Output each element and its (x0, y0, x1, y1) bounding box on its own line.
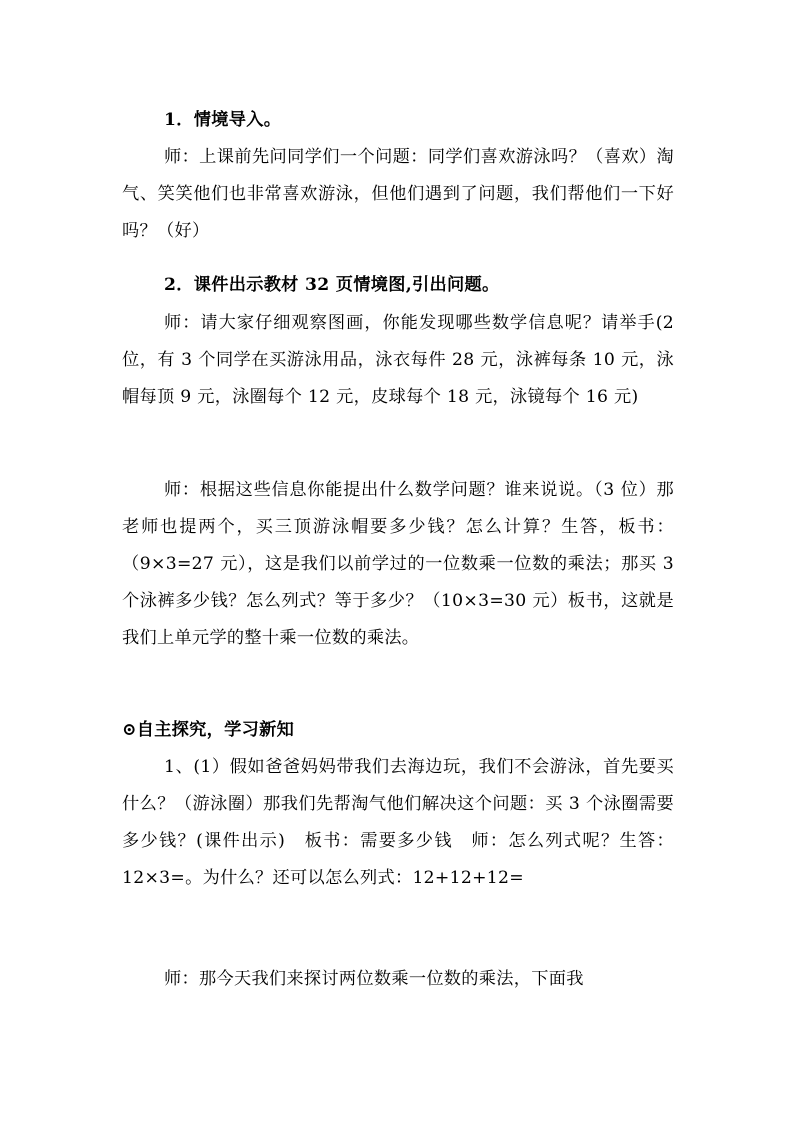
paragraph-intro-question: 师：上课前先问同学们一个问题：同学们喜欢游泳吗？（喜欢）淘气、笑笑他们也非常喜欢游泳，但他们遇到了问题，我们帮他们一下好吗？（好） (122, 147, 674, 241)
paragraph-teacher-questions: 师：根据这些信息你能提出什么数学问题？谁来说说。（3 位）那老师也提两个，买三顶游泳帽要多少钱？怎么计算？生答，板书：（9×3=27 元），这是我们以前学过的一位数乘一位数的乘法；那买 3 个泳裤多少钱？怎么列式？等于多少？（10×3=30 元）板书，这就是我们上单元学的整十乘一位数的乘法。 (122, 480, 674, 648)
paragraph-continuation: 师：那今天我们来探讨两位数乘一位数的乘法，下面我 (164, 969, 584, 989)
section-heading-explore: ⊙自主探究，学习新知 (122, 720, 295, 740)
paragraph-swim-ring-problem: 1、(1）假如爸爸妈妈带我们去海边玩，我们不会游泳，首先要买什么？（游泳圈）那我们先帮淘气他们解决这个问题：买 3 个泳圈需要多少钱？(课件出示) 板书：需要多少钱 师：怎么列式呢？生答：12×3=。为什么？还可以怎么列式：12+12+12= (122, 757, 674, 888)
section-heading-1: 1．情境导入。 (164, 110, 282, 130)
section-heading-2: 2．课件出示教材 32 页情境图,引出问题。 (164, 275, 500, 295)
paragraph-math-information: 师：请大家仔细观察图画，你能发现哪些数学信息呢？请举手(2 位，有 3 个同学在买游泳用品，泳衣每件 28 元，泳裤每条 10 元，泳帽每顶 9 元，泳圈每个 12 元，皮球每个 18 元，泳镜每个 16 元) (122, 313, 674, 407)
